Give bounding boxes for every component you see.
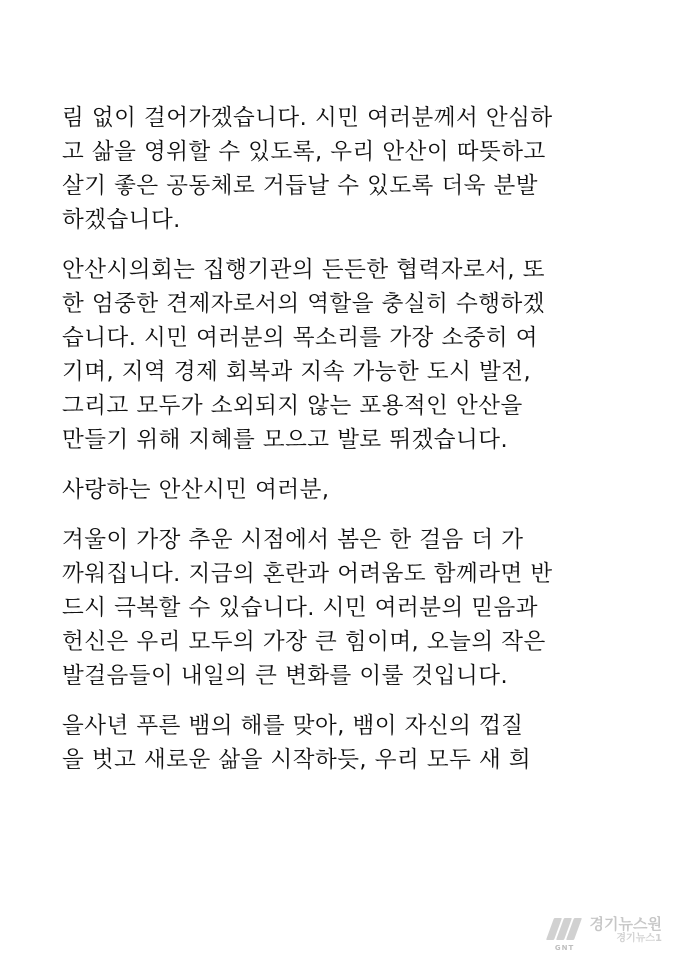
text-line: 사랑하는 안산시민 여러분, xyxy=(62,477,330,503)
text-line: 을 벗고 새로운 삶을 시작하듯, 우리 모두 새 희 xyxy=(62,747,532,773)
text-line: 한 엄중한 견제자로서의 역할을 충실히 수행하겠 xyxy=(62,291,545,317)
text-line: 습니다. 시민 여러분의 목소리를 가장 소중히 여 xyxy=(62,325,539,351)
text-line: 드시 극복할 수 있습니다. 시민 여러분의 믿음과 xyxy=(62,595,539,621)
watermark xyxy=(546,914,662,952)
text-line: 만들기 위해 지혜를 모으고 발로 뛰겠습니다. xyxy=(62,427,509,453)
text-line: 까워집니다. 지금의 혼란과 어려움도 함께라면 반 xyxy=(62,561,553,587)
text-line: 겨울이 가장 추운 시점에서 봄은 한 걸음 더 가 xyxy=(62,527,524,553)
text-line: 을사년 푸른 뱀의 해를 맞아, 뱀이 자신의 껍질 xyxy=(62,713,524,739)
paragraph-5 xyxy=(62,709,622,777)
text-line: 고 삶을 영위할 수 있도록, 우리 안산이 따뜻하고 xyxy=(62,139,546,165)
logo-text: GNT xyxy=(554,944,575,952)
news-logo-icon xyxy=(546,916,584,952)
paragraph-2 xyxy=(62,253,622,457)
text-line: 안산시의회는 집행기관의 든든한 협력자로서, 또 xyxy=(62,257,545,283)
paragraph-3 xyxy=(62,473,622,507)
text-line: 헌신은 우리 모두의 가장 큰 힘이며, 오늘의 작은 xyxy=(62,629,546,655)
text-line: 살기 좋은 공동체로 거듭날 수 있도록 더욱 분발 xyxy=(62,173,539,199)
text-line: 하겠습니다. xyxy=(62,207,181,233)
text-line: 발걸음들이 내일의 큰 변화를 이룰 것입니다. xyxy=(62,663,509,689)
text-line: 림 없이 걸어가겠습니다. 시민 여러분께서 안심하 xyxy=(62,105,553,131)
document-body xyxy=(62,101,622,777)
watermark-text xyxy=(589,914,662,944)
text-line: 기며, 지역 경제 회복과 지속 가능한 도시 발전, xyxy=(62,359,532,385)
paragraph-4 xyxy=(62,523,622,693)
watermark-subtitle: 경기뉴스1 xyxy=(616,932,662,944)
watermark-title: 경기뉴스원 xyxy=(589,914,662,933)
paragraph-1 xyxy=(62,101,622,237)
text-line: 그리고 모두가 소외되지 않는 포용적인 안산을 xyxy=(62,393,523,419)
